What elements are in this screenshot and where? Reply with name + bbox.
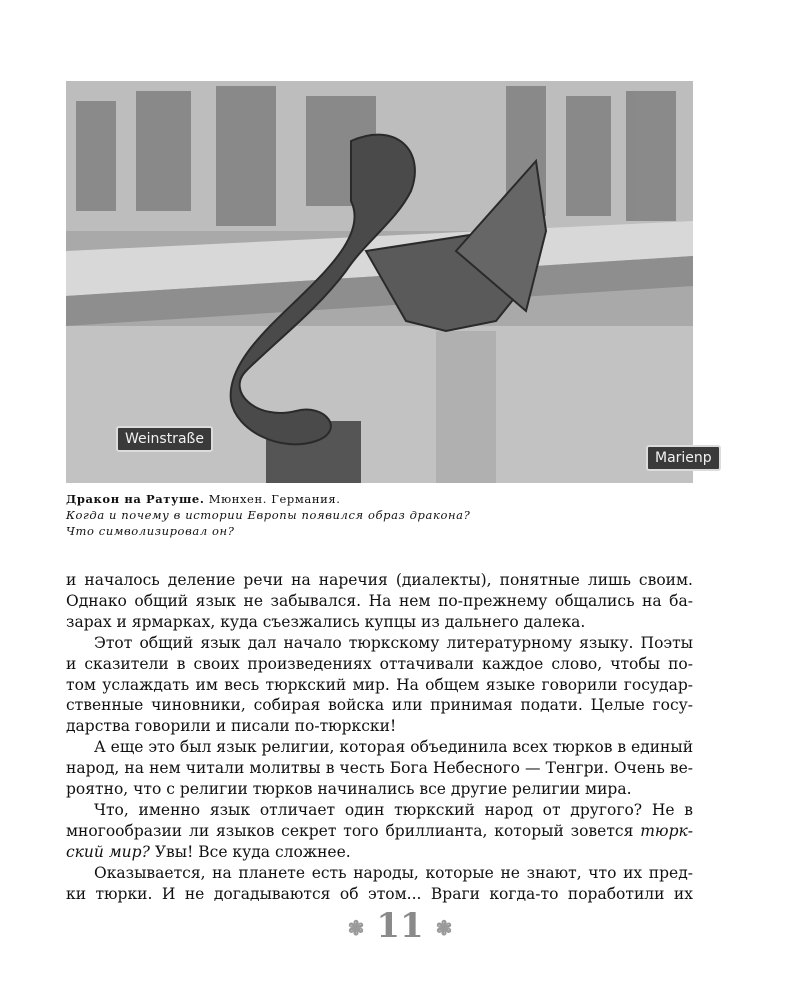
caption-line-1: [66, 491, 693, 507]
text-line: роятно, что с религии тюрков начинались все другие религии мира.: [66, 780, 632, 799]
street-sign-marienplatz: Marienp: [646, 445, 721, 471]
italic-term: ский мир?: [66, 842, 150, 861]
text-line: дарства говорили и писали по-тюркски!: [66, 717, 397, 736]
italic-term: тюрк-: [640, 821, 693, 840]
text-line: зарах и ярмарках, куда съезжались купцы из дальнего далека.: [66, 612, 586, 631]
text-line: том услаждать им весь тюркский мир. На общем языке говорили государ-: [66, 675, 693, 694]
text-line: Оказывается, на планете есть народы, которые не знают, что их пред-: [94, 863, 693, 882]
text-line: народ, на нем читали молитвы в честь Бога Небесного — Тенгри. Очень ве-: [66, 759, 693, 778]
caption-question-1: Когда и почему в истории Европы появился образ дракона?: [66, 508, 471, 522]
ornament-icon: ❃: [347, 916, 365, 940]
body-text: [66, 570, 693, 905]
text-line: ки тюрки. И не догадываются об этом... Враги когда-то поработили их: [66, 884, 693, 903]
text-segment: Увы! Все куда сложнее.: [154, 842, 351, 861]
text-line: А еще это был язык религии, которая объединила всех тюрков в единый: [94, 738, 694, 757]
ornament-icon: ❃: [435, 916, 453, 940]
text-line: и сказители в своих произведениях оттачивали каждое слово, чтобы по-: [66, 654, 693, 673]
caption-place: Мюнхен. Германия.: [208, 492, 341, 506]
photo-dragon-town-hall: [66, 81, 712, 483]
page-number: 11: [376, 906, 424, 946]
text-line: [66, 842, 693, 863]
photo-caption: [66, 491, 693, 539]
page-footer: [0, 906, 800, 946]
photo-illustration: [66, 81, 693, 483]
text-line: Этот общий язык дал начало тюркскому литературному языку. Поэты: [94, 633, 693, 652]
caption-question-2: Что символизировал он?: [66, 524, 235, 538]
text-line: Однако общий язык не забывался. На нем по-прежнему общались на ба-: [66, 591, 693, 610]
text-segment: многообразии ли языков секрет того бриллианта, который зовется: [66, 821, 634, 840]
text-line: [66, 821, 693, 842]
street-sign-weinstrasse: Weinstraße: [116, 426, 213, 452]
text-line: и началось деление речи на наречия (диалекты), понятные лишь своим.: [66, 571, 693, 589]
text-line: ственные чиновники, собирая войска или принимая подати. Целые госу-: [66, 696, 693, 715]
caption-title: Дракон на Ратуше.: [66, 492, 205, 506]
text-line: Что, именно язык отличает один тюркский народ от другого? Не в: [94, 800, 693, 819]
